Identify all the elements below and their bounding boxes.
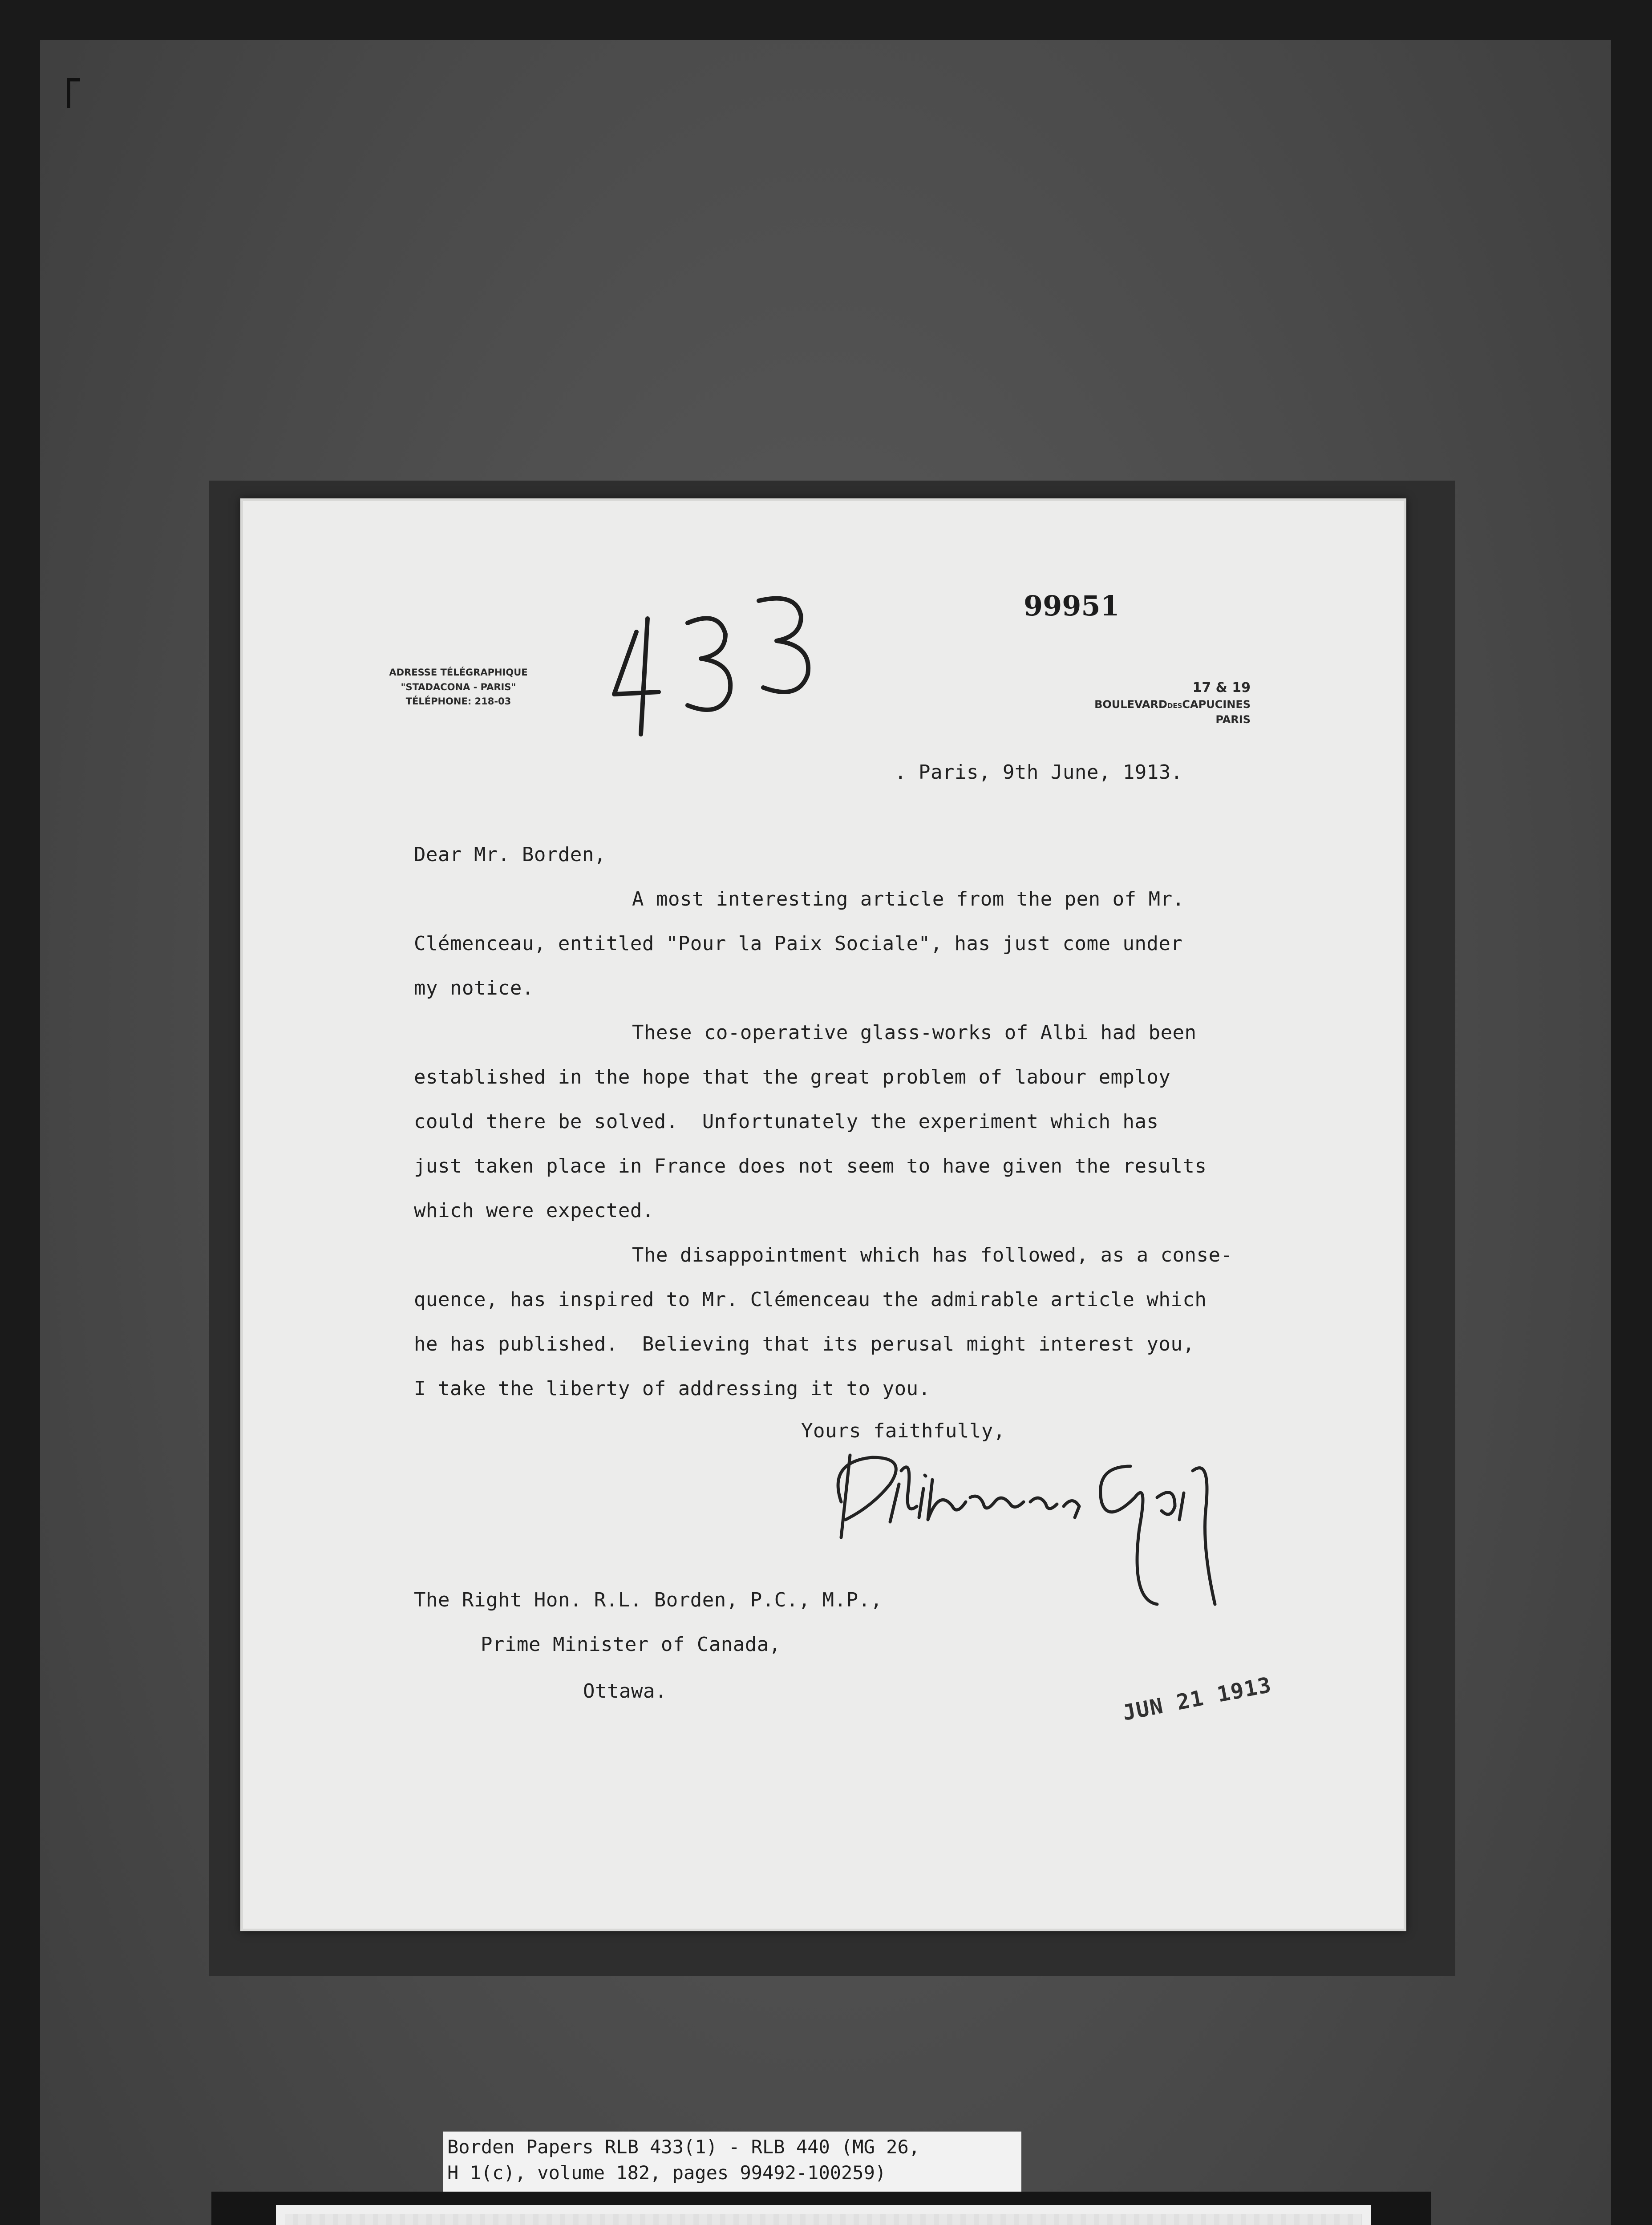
telegraph-address: "STADACONA - PARIS" <box>401 681 516 692</box>
tape-strip <box>285 2214 1362 2225</box>
film-corner-mark <box>67 78 80 108</box>
salutation: Dear Mr. Borden, <box>414 843 606 866</box>
letterhead-right <box>984 679 1251 727</box>
signature <box>823 1431 1313 1618</box>
handwritten-433 <box>605 592 837 743</box>
body-line: I take the liberty of addressing it to you. <box>414 1377 931 1400</box>
recipient-line: Prime Minister of Canada, <box>481 1633 781 1656</box>
recipient-line: Ottawa. <box>583 1680 667 1703</box>
street-part-boulevard: BOULEVARD <box>1094 698 1167 711</box>
archive-reference-line: H 1(c), volume 182, pages 99492-100259) <box>447 2162 887 2184</box>
body-line: These co-operative glass-works of Albi had been <box>632 1021 1197 1044</box>
street-part-des: DES <box>1167 702 1182 710</box>
body-line: which were expected. <box>414 1199 654 1222</box>
body-line: A most interesting article from the pen of Mr. <box>632 888 1185 910</box>
body-line: just taken place in France does not seem to have given the results <box>414 1155 1207 1177</box>
city-name: PARIS <box>1215 713 1251 726</box>
body-line: The disappointment which has followed, as a conse- <box>632 1244 1233 1266</box>
letterhead-left <box>365 665 552 709</box>
body-line: could there be solved. Unfortunately the experiment which has <box>414 1110 1159 1133</box>
telegraph-address-label: ADRESSE TÉLÉGRAPHIQUE <box>389 667 528 678</box>
street-number: 17 & 19 <box>1192 680 1251 696</box>
received-date-stamp: JUN 21 1913 <box>1120 1672 1274 1726</box>
body-line: Clémenceau, entitled "Pour la Paix Sociale", has just come under <box>414 932 1183 955</box>
document-number: 99951 <box>1024 590 1120 622</box>
date-line: . Paris, 9th June, 1913. <box>895 761 1183 784</box>
street-part-capucines: CAPUCINES <box>1182 698 1251 711</box>
body-line: quence, has inspired to Mr. Clémenceau the admirable article which <box>414 1288 1207 1311</box>
body-line: my notice. <box>414 977 534 999</box>
street-name <box>984 697 1251 712</box>
archive-reference-line: Borden Papers RLB 433(1) - RLB 440 (MG 26, <box>447 2136 920 2158</box>
body-line: established in the hope that the great problem of labour employ <box>414 1066 1171 1088</box>
recipient-line: The Right Hon. R.L. Borden, P.C., M.P., <box>414 1589 883 1611</box>
telephone-number: TÉLÉPHONE: 218-03 <box>405 696 511 707</box>
body-line: he has published. Believing that its perusal might interest you, <box>414 1333 1195 1355</box>
closing: Yours faithfully, <box>801 1420 1005 1442</box>
